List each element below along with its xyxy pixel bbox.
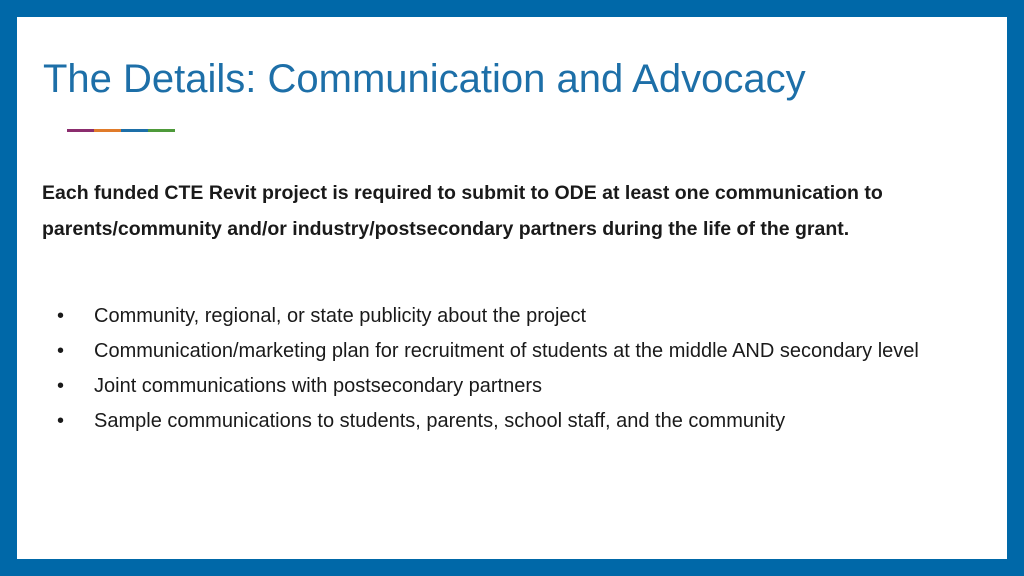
bullet-item — [42, 334, 987, 369]
bullet-icon: • — [57, 305, 65, 327]
bullet-item — [42, 404, 987, 439]
intro-paragraph: Each funded CTE Revit project is required to submit to ODE at least one communication to parents/community and/or industry/postsecondary partners during the life of the grant. — [42, 182, 883, 240]
bullet-item — [42, 369, 987, 404]
bullet-text: Communication/marketing plan for recruitment of students at the middle AND secondary level — [94, 340, 919, 362]
accent-segment-orange — [94, 129, 121, 132]
bullet-icon: • — [57, 410, 65, 432]
bullet-icon: • — [57, 340, 65, 362]
accent-segment-green — [148, 129, 175, 132]
accent-segment-purple — [67, 129, 94, 132]
bullet-text: Sample communications to students, parents, school staff, and the community — [94, 410, 786, 432]
accent-segment-blue — [121, 129, 148, 132]
slide-title: The Details: Communication and Advocacy — [43, 57, 806, 101]
bullet-icon: • — [57, 375, 65, 397]
slide-frame — [17, 17, 1007, 559]
bullet-list — [42, 299, 987, 439]
bullet-text: Joint communications with postsecondary partners — [94, 375, 542, 397]
bullet-item — [42, 299, 987, 334]
bullet-text: Community, regional, or state publicity about the project — [94, 305, 587, 327]
title-accent-bar — [67, 129, 175, 132]
